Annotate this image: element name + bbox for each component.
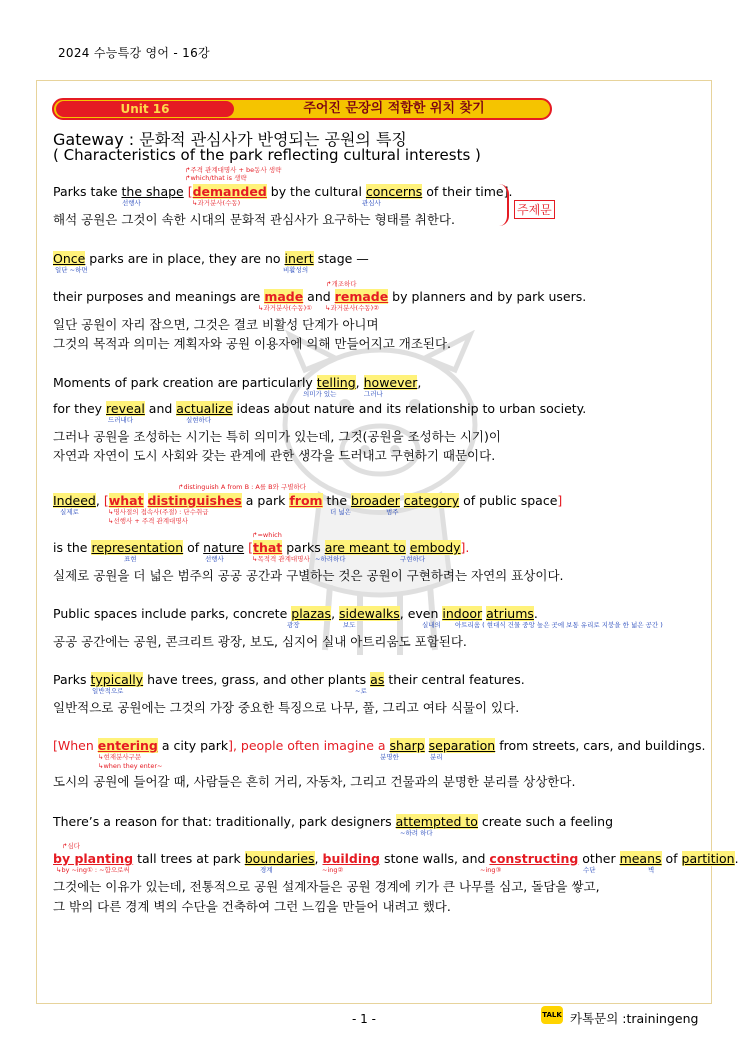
text: parks (282, 540, 325, 555)
text: create such a feeling (477, 814, 613, 829)
text: a park (241, 493, 290, 508)
note: 드러내다 (108, 416, 134, 424)
sentence-5 (53, 606, 538, 621)
note: ↳명사절의 접속사(주절) : 단수취급 (108, 508, 209, 516)
keyword: distinguishes (147, 493, 242, 508)
translation: 공공 공간에는 공원, 콘크리트 광장, 보도, 심지어 실내 아트리움도 포함된다. (53, 634, 467, 649)
text (144, 493, 148, 508)
note: 일반적으로 (92, 687, 124, 695)
page-number: - 1 - (352, 1012, 376, 1026)
translation: 일단 공원이 자리 잡으면, 그것은 결코 비활성 단계가 아니며 (53, 317, 379, 332)
note: ↳by ~ing① : ~함으로써 (56, 866, 130, 874)
keyword: entering (97, 738, 158, 753)
translation: 그러나 공원을 조성하는 시기는 특히 의미가 있는데, 그것(공원을 조성하는 시기)이 (53, 429, 501, 444)
text: , (95, 493, 104, 508)
translation: 그것에는 이유가 있는데, 전통적으로 공원 설계자들은 공원 경계에 키가 큰 나무를 심고, 돌담을 쌓고, (53, 879, 600, 894)
keyword: inert (284, 251, 314, 266)
keyword: atriums (486, 606, 534, 621)
note: ↱which/that is 생략 (185, 174, 247, 182)
text: their purposes and meanings are (53, 289, 265, 304)
bracket (497, 184, 509, 226)
text: , (331, 606, 340, 621)
note: ~ing② (322, 866, 344, 874)
sentence-3a (53, 375, 421, 390)
sentence-2b (53, 289, 586, 304)
keyword: reveal (106, 401, 145, 416)
note: ↳현재분사구문 (98, 753, 142, 761)
text: and (303, 289, 335, 304)
note: ~ing③ (480, 866, 502, 874)
text: is the (53, 540, 92, 555)
note: 더 넓은 (330, 508, 351, 516)
text: There’s a reason for that: traditionally, park designers (53, 814, 396, 829)
text: , (417, 375, 422, 390)
keyword: telling (316, 375, 356, 390)
text: of (183, 540, 204, 555)
note: ↱개조하다 (326, 280, 357, 288)
note: 일단 ~하면 (55, 266, 88, 274)
sentence-1 (53, 184, 512, 199)
text: by the cultural (266, 184, 366, 199)
note: 범주 (386, 508, 399, 516)
text: the shape (121, 184, 184, 199)
keyword: concerns (365, 184, 423, 199)
text: [ (244, 540, 253, 555)
text: from streets, cars, and buildings. (495, 738, 706, 753)
note: ~하려하다 (315, 555, 346, 563)
sentence-4a (53, 493, 562, 508)
keyword: Once (53, 251, 86, 266)
text: Parks (53, 672, 91, 687)
note: 경계 (260, 866, 273, 874)
note: ↱=which (252, 531, 282, 539)
note: 실제로 (60, 508, 79, 516)
note: 보도 (343, 621, 356, 629)
keyword: broader (351, 493, 400, 508)
keyword: means (619, 851, 662, 866)
text: have trees, grass, and other plants (143, 672, 371, 687)
note: ↱심다 (62, 842, 81, 850)
translation: 그것의 목적과 의미는 계획자와 공원 이용자에 의해 만들어지고 개조된다. (53, 336, 452, 351)
text: . (533, 606, 538, 621)
keyword: typically (90, 672, 144, 687)
note: 구현하다 (400, 555, 426, 563)
text: [ (183, 184, 193, 199)
keyword: indoor (442, 606, 483, 621)
keyword: made (264, 289, 304, 304)
note: 벽 (648, 866, 655, 874)
note: 그러나 (364, 390, 383, 398)
text: tall trees at park (133, 851, 245, 866)
note: 실내의 (422, 621, 441, 629)
note: ↱주격 관계대명사 + be동사 생략 (185, 166, 282, 174)
keyword: however (363, 375, 418, 390)
keyword: representation (91, 540, 184, 555)
note: 관심사 (362, 199, 381, 207)
text: stone walls, and (380, 851, 490, 866)
text: and (144, 401, 177, 416)
note: ↳when they enter~ (98, 762, 163, 770)
text: ], people often imagine a (228, 738, 390, 753)
unit-title: 주어진 문장의 적합한 위치 찾기 (303, 101, 485, 116)
keyword: demanded (192, 184, 267, 199)
text: ideas about nature and its relationship to urban society. (232, 401, 587, 416)
sentence-4b (53, 540, 469, 555)
note: ↱distinguish A from B : A를 B와 구별하다 (178, 483, 307, 491)
keyword: Indeed (53, 493, 96, 508)
note: 선행사 (205, 555, 224, 563)
text: by planners and by park users. (388, 289, 587, 304)
text: their central features. (384, 672, 525, 687)
note: 비활성의 (283, 266, 309, 274)
gateway-title: Gateway : 문화적 관심사가 반영되는 공원의 특징 (53, 130, 407, 149)
document-header: 2024 수능특강 영어 - 16강 (58, 46, 210, 60)
text: ]. (460, 540, 470, 555)
translation: 그 밖의 다른 경계 벽의 수단을 건축하여 그런 느낌을 만들어 내려고 했다. (53, 899, 451, 914)
note: 선행사 (122, 199, 141, 207)
topic-tag: 주제문 (514, 200, 555, 219)
text: nature (203, 540, 245, 555)
note: 분명한 (380, 753, 399, 761)
text: ] (557, 493, 563, 508)
keyword: constructing (489, 851, 579, 866)
unit-label: Unit 16 (56, 101, 234, 117)
note: ↳과거분사(수동)② (325, 304, 380, 312)
keyword: are meant to (324, 540, 406, 555)
keyword: building (322, 851, 380, 866)
text: Moments of park creation are particularly (53, 375, 317, 390)
keyword: embody (409, 540, 461, 555)
note: ↳선행사 + 주격 관계대명사 (108, 517, 188, 525)
text: , (355, 375, 364, 390)
sentence-8a (53, 814, 613, 829)
translation: 자연과 자연이 도시 사회와 갖는 관계에 관한 생각을 드러내고 구현하기 때문이다. (53, 448, 496, 463)
text: a city park (157, 738, 229, 753)
keyword: partition (681, 851, 735, 866)
gateway-subtitle: ( Characteristics of the park reflecting cultural interests ) (53, 146, 481, 164)
keyword: what (108, 493, 144, 508)
note: ↳과거분사(수동) (192, 199, 241, 207)
text: of (661, 851, 682, 866)
text: parks are in place, they are no (85, 251, 285, 266)
translation: 도시의 공원에 들어갈 때, 사람들은 흔히 거리, 자동차, 그리고 건물과의 분명한 분리를 상상한다. (53, 774, 576, 789)
text: other (578, 851, 620, 866)
note: ~하려 하다 (400, 829, 433, 837)
note: 수단 (583, 866, 596, 874)
keyword: actualize (176, 401, 233, 416)
keyword: as (370, 672, 385, 687)
note: ↳과거분사(수동)① (258, 304, 313, 312)
note: 의미가 있는 (303, 390, 337, 398)
note: 분리 (430, 753, 443, 761)
keyword: attempted to (395, 814, 478, 829)
text: for they (53, 401, 107, 416)
text: , (314, 851, 323, 866)
note: 표현 (124, 555, 137, 563)
text: Public spaces include parks, concrete (53, 606, 292, 621)
keyword: boundaries (244, 851, 315, 866)
text: [When (53, 738, 98, 753)
text: stage — (313, 251, 369, 266)
note: 아트리움 ( 현대식 건물 중앙 높은 곳에 보통 유리로 지붕을 한 넓은 공간 ) (455, 621, 663, 629)
keyword: from (289, 493, 323, 508)
translation: 해석 공원은 그것이 속한 시대의 문화적 관심사가 요구하는 형태를 취한다. (53, 212, 455, 227)
note: ~로 (355, 687, 367, 695)
note: 광장 (287, 621, 300, 629)
text: . (734, 851, 739, 866)
note: 실현하다 (186, 416, 212, 424)
text: , even (399, 606, 443, 621)
keyword: sharp (389, 738, 425, 753)
kakaotalk-icon: TALK (541, 1006, 563, 1024)
unit-banner (52, 98, 552, 120)
sentence-8b (53, 851, 739, 866)
keyword: remade (334, 289, 389, 304)
keyword: that (252, 540, 283, 555)
keyword: separation (428, 738, 496, 753)
keyword: sidewalks (339, 606, 400, 621)
translation: 실제로 공원을 더 넓은 범주의 공공 공간과 구별하는 것은 공원이 구현하려는 자연의 표상이다. (53, 568, 564, 583)
keyword: plazas (291, 606, 332, 621)
text: the (322, 493, 352, 508)
sentence-2a (53, 251, 369, 266)
text: Parks take (53, 184, 122, 199)
sentence-3b (53, 401, 586, 416)
note: ↳목적격 관계대명사 (252, 555, 310, 563)
text: [ (103, 493, 109, 508)
text: of public space (459, 493, 558, 508)
keyword: by planting (53, 851, 134, 866)
contact-text: 카톡문의 :trainingeng (570, 1011, 699, 1026)
text: of their time]. (422, 184, 513, 199)
keyword: category (403, 493, 460, 508)
sentence-6 (53, 672, 525, 687)
sentence-7 (53, 738, 705, 753)
translation: 일반적으로 공원에는 그것의 가장 중요한 특징으로 나무, 풀, 그리고 여타 식물이 있다. (53, 700, 520, 715)
